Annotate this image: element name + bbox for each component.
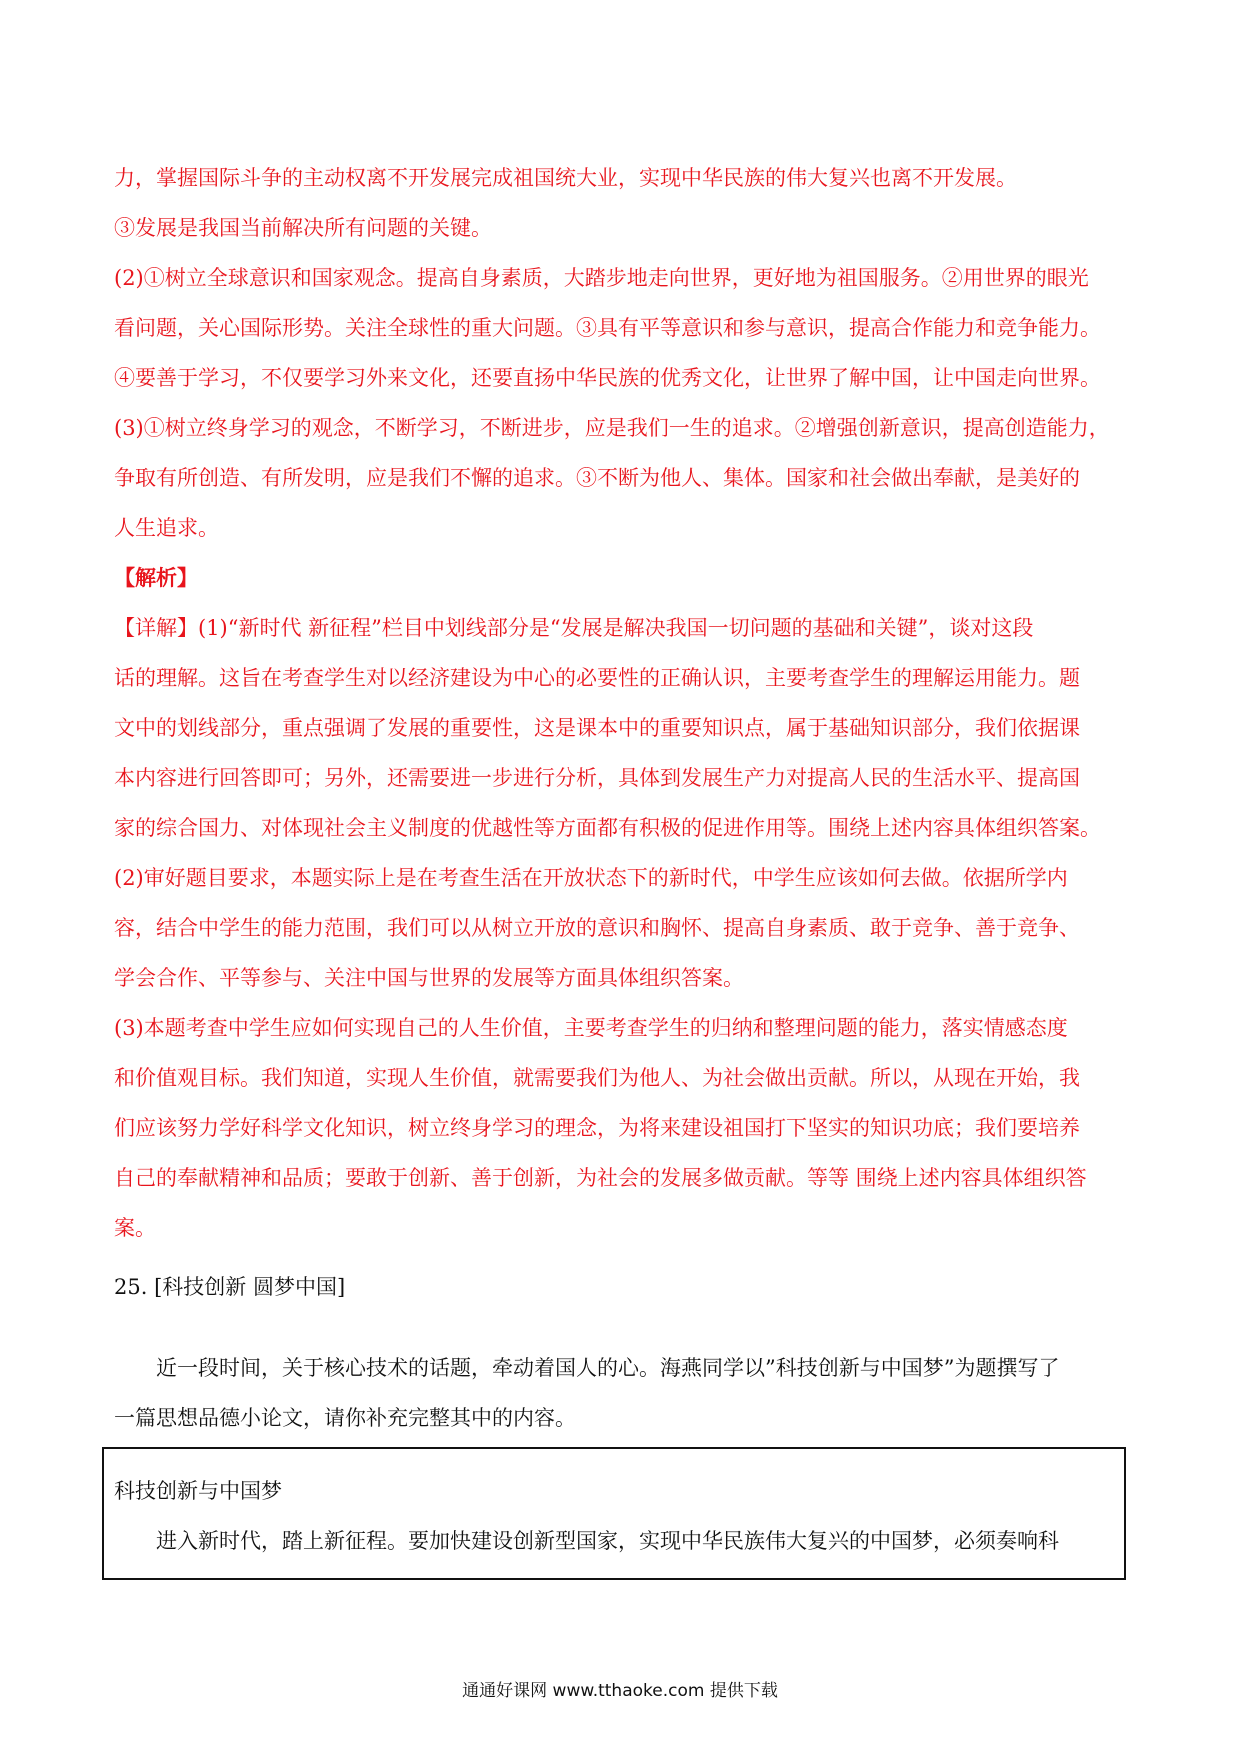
- detail-line: 案。: [114, 1216, 156, 1240]
- question-intro: [114, 1343, 1144, 1443]
- detail-line: 们应该努力学好科学文化知识，树立终身学习的理念，为将来建设祖国打下坚实的知识功底；我们要培养: [114, 1116, 1080, 1140]
- question-intro-line: 一篇思想品德小论文，请你补充完整其中的内容。: [114, 1406, 576, 1430]
- detail-line: 【详解】(1)“新时代 新征程”栏目中划线部分是“发展是解决我国一切问题的基础和关键”，谈对这段: [114, 616, 1034, 640]
- essay-first-line: 进入新时代，踏上新征程。要加快建设创新型国家，实现中华民族伟大复兴的中国梦，必须奏响科: [156, 1529, 1059, 1553]
- question-title: 25. [科技创新 圆梦中国]: [114, 1275, 346, 1299]
- detail-line: (3)本题考查中学生应如何实现自己的人生价值，主要考查学生的归纳和整理问题的能力，落实情感态度: [114, 1016, 1068, 1040]
- answer-line: 争取有所创造、有所发明，应是我们不懈的追求。③不断为他人、集体。国家和社会做出奉献，是美好的: [114, 466, 1080, 490]
- page-footer: 通通好课网 www.tthaoke.com 提供下载: [462, 1681, 778, 1701]
- detail-line: 和价值观目标。我们知道，实现人生价值，就需要我们为他人、为社会做出贡献。所以，从现在开始，我: [114, 1066, 1080, 1090]
- question-intro-line: 近一段时间，关于核心技术的话题，牵动着国人的心。海燕同学以”科技创新与中国梦”为题撰写了: [156, 1356, 1060, 1380]
- answer-line: (2)①树立全球意识和国家观念。提高自身素质，大踏步地走向世界，更好地为祖国服务。②用世界的眼光: [114, 266, 1089, 290]
- answer-line: ③发展是我国当前解决所有问题的关键。: [114, 216, 492, 240]
- essay-title: 科技创新与中国梦: [114, 1479, 282, 1503]
- detail-line: (2)审好题目要求，本题实际上是在考查生活在开放状态下的新时代，中学生应该如何去做。依据所学内: [114, 866, 1068, 890]
- analysis-heading: 【解析】: [114, 565, 198, 590]
- essay-box: [102, 1447, 1126, 1580]
- detail-line: 容，结合中学生的能力范围，我们可以从树立开放的意识和胸怀、提高自身素质、敢于竞争、善于竞争、: [114, 916, 1080, 940]
- detail-line: 话的理解。这旨在考查学生对以经济建设为中心的必要性的正确认识，主要考查学生的理解运用能力。题: [114, 666, 1080, 690]
- answer-line: ④要善于学习，不仅要学习外来文化，还要直扬中华民族的优秀文化，让世界了解中国，让中国走向世界。: [114, 366, 1101, 390]
- answer-line: (3)①树立终身学习的观念，不断学习，不断进步，应是我们一生的追求。②增强创新意识，提高创造能力，: [114, 416, 1110, 440]
- detail-line: 自己的奉献精神和品质；要敢于创新、善于创新，为社会的发展多做贡献。等等 围绕上述内容具体组织答: [114, 1166, 1087, 1190]
- answer-section: [114, 153, 1144, 1253]
- detail-line: 本内容进行回答即可；另外，还需要进一步进行分析，具体到发展生产力对提高人民的生活水平、提高国: [114, 766, 1080, 790]
- answer-line: 力，掌握国际斗争的主动权离不开发展完成祖国统大业，实现中华民族的伟大复兴也离不开发展。: [114, 166, 1017, 190]
- detail-line: 家的综合国力、对体现社会主义制度的优越性等方面都有积极的促进作用等。围绕上述内容具体组织答案。: [114, 816, 1101, 840]
- detail-line: 学会合作、平等参与、关注中国与世界的发展等方面具体组织答案。: [114, 966, 744, 990]
- detail-line: 文中的划线部分，重点强调了发展的重要性，这是课本中的重要知识点，属于基础知识部分，我们依据课: [114, 716, 1080, 740]
- answer-line: 人生追求。: [114, 516, 219, 540]
- answer-line: 看问题，关心国际形势。关注全球性的重大问题。③具有平等意识和参与意识，提高合作能力和竞争能力。: [114, 316, 1101, 340]
